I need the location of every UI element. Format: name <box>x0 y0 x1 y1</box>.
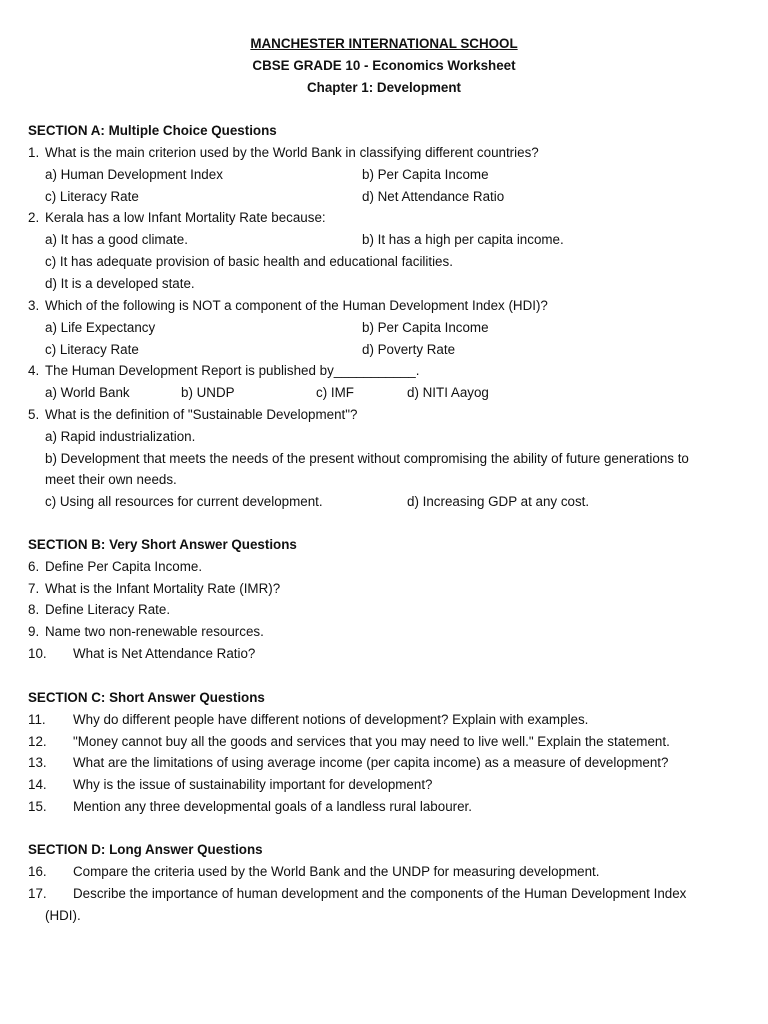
question-text: The Human Development Report is published by___________. <box>45 363 420 378</box>
question-text: Compare the criteria used by the World Bank and the UNDP for measuring development. <box>73 864 600 879</box>
section-c-title: SECTION C: Short Answer Questions <box>28 690 265 705</box>
question-number: 3. <box>28 298 40 313</box>
question-number: 10. <box>28 646 47 661</box>
question-text: Define Per Capita Income. <box>45 559 203 574</box>
section-b-title: SECTION B: Very Short Answer Questions <box>28 537 297 552</box>
question-text: "Money cannot buy all the goods and services that you may need to live well." Explain the statement. <box>73 734 670 749</box>
option: a) Life Expectancy <box>45 320 156 335</box>
question-number: 17. <box>28 886 47 901</box>
question-number: 14. <box>28 777 47 792</box>
question-number: 5. <box>28 407 40 422</box>
option: a) Human Development Index <box>45 167 223 182</box>
question-number: 6. <box>28 559 40 574</box>
question-text: What are the limitations of using average income (per capita income) as a measure of development? <box>73 755 669 770</box>
question-number: 2. <box>28 210 40 225</box>
question-number: 11. <box>28 712 46 727</box>
question-number: 8. <box>28 602 40 617</box>
option: d) Net Attendance Ratio <box>362 189 505 204</box>
option-continuation: meet their own needs. <box>45 472 177 487</box>
question-text: What is Net Attendance Ratio? <box>73 646 256 661</box>
question-continuation: (HDI). <box>45 908 81 923</box>
question-number: 7. <box>28 581 40 596</box>
section-a-title: SECTION A: Multiple Choice Questions <box>28 123 277 138</box>
question-number: 15. <box>28 799 47 814</box>
option: c) It has adequate provision of basic health and educational facilities. <box>45 254 453 269</box>
option: b) Per Capita Income <box>362 320 489 335</box>
question-text: What is the definition of "Sustainable Development"? <box>45 407 358 422</box>
question-text: Mention any three developmental goals of a landless rural labourer. <box>73 799 472 814</box>
grade-title: CBSE GRADE 10 - Economics Worksheet <box>252 58 516 73</box>
option: a) It has a good climate. <box>45 232 188 247</box>
question-text: What is the main criterion used by the World Bank in classifying different countries? <box>45 145 539 160</box>
option: d) NITI Aayog <box>407 385 489 400</box>
question-number: 9. <box>28 624 40 639</box>
option: a) Rapid industrialization. <box>45 429 196 444</box>
question-text: Why is the issue of sustainability important for development? <box>73 777 433 792</box>
option: d) Poverty Rate <box>362 342 456 357</box>
option: c) IMF <box>316 385 354 400</box>
option: d) Increasing GDP at any cost. <box>407 494 590 509</box>
question-text: Name two non-renewable resources. <box>45 624 264 639</box>
question-number: 16. <box>28 864 47 879</box>
school-name: MANCHESTER INTERNATIONAL SCHOOL <box>250 36 518 51</box>
option: b) UNDP <box>181 385 235 400</box>
option: d) It is a developed state. <box>45 276 195 291</box>
question-text: Why do different people have different notions of development? Explain with examples. <box>73 712 589 727</box>
option: b) Per Capita Income <box>362 167 489 182</box>
chapter-title: Chapter 1: Development <box>306 80 462 95</box>
question-number: 1. <box>28 145 40 160</box>
question-number: 4. <box>28 363 40 378</box>
question-text: Which of the following is NOT a component of the Human Development Index (HDI)? <box>45 298 548 313</box>
option: c) Literacy Rate <box>45 189 139 204</box>
question-number: 12. <box>28 734 47 749</box>
question-text: Define Literacy Rate. <box>45 602 171 617</box>
section-d-title: SECTION D: Long Answer Questions <box>28 842 263 857</box>
option: a) World Bank <box>45 385 130 400</box>
option: c) Literacy Rate <box>45 342 139 357</box>
question-text: What is the Infant Mortality Rate (IMR)? <box>45 581 281 596</box>
option: b) It has a high per capita income. <box>362 232 564 247</box>
question-number: 13. <box>28 755 47 770</box>
option: b) Development that meets the needs of the present without compromising the ability of future generations to <box>45 451 689 466</box>
question-text: Describe the importance of human development and the components of the Human Development Index <box>73 886 687 901</box>
option: c) Using all resources for current development. <box>45 494 323 509</box>
question-text: Kerala has a low Infant Mortality Rate because: <box>45 210 326 225</box>
